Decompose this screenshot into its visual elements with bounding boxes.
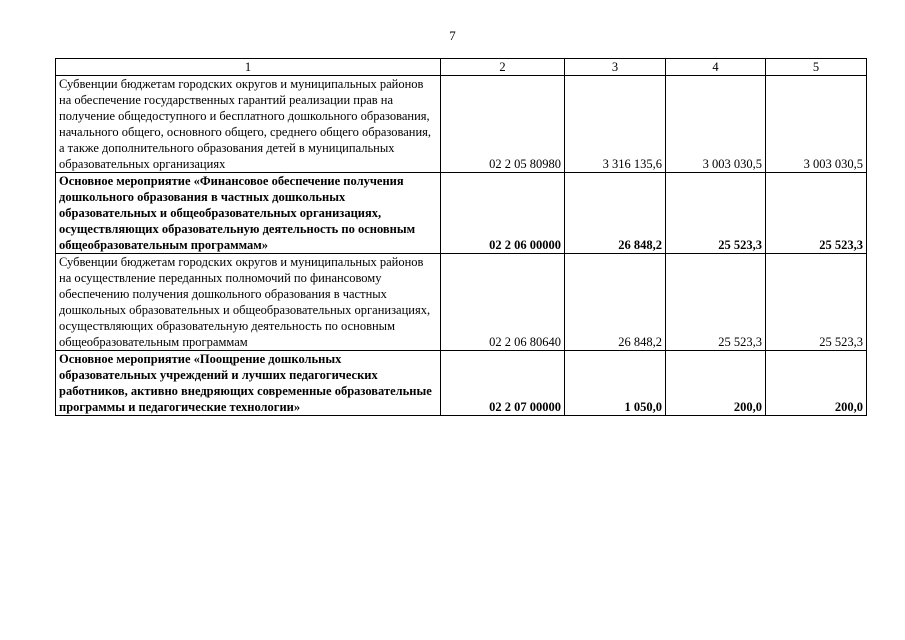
row-value-col3: 1 050,0 (565, 351, 666, 416)
page-number: 7 (449, 28, 456, 43)
table-row (56, 351, 867, 416)
column-header-2: 2 (441, 59, 565, 76)
row-value-col4: 200,0 (666, 351, 766, 416)
row-code: 02 2 07 00000 (441, 351, 565, 416)
row-value-col4: 25 523,3 (666, 173, 766, 254)
row-name: Основное мероприятие «Поощрение дошкольных образовательных учреждений и лучших педагогических работников, активно внедряющих современные образовательные программы и педагогические технологии» (56, 351, 441, 416)
row-name: Субвенции бюджетам городских округов и муниципальных районов на осуществление переданных полномочий по финансовому обеспечению получения дошкольного образования в частных дошкольных образовательных и общеобразовательных организациях, осуществляющих образовательную деятельность по основным общеобразовательным программам (56, 254, 441, 351)
row-value-col3: 3 316 135,6 (565, 76, 666, 173)
row-name: Основное мероприятие «Финансовое обеспечение получения дошкольного образования в частных дошкольных образовательных и общеобразовательных организациях, осуществляющих образовательную деятельность по основным общеобразовательным программам» (56, 173, 441, 254)
column-header-1: 1 (56, 59, 441, 76)
table-header-row (56, 59, 867, 76)
row-value-col5: 200,0 (766, 351, 867, 416)
budget-table (55, 58, 867, 416)
row-value-col5: 3 003 030,5 (766, 76, 867, 173)
row-value-col5: 25 523,3 (766, 254, 867, 351)
column-header-5: 5 (766, 59, 867, 76)
row-value-col3: 26 848,2 (565, 173, 666, 254)
row-value-col3: 26 848,2 (565, 254, 666, 351)
table-row (56, 173, 867, 254)
row-code: 02 2 06 00000 (441, 173, 565, 254)
column-header-4: 4 (666, 59, 766, 76)
row-value-col5: 25 523,3 (766, 173, 867, 254)
row-value-col4: 25 523,3 (666, 254, 766, 351)
row-value-col4: 3 003 030,5 (666, 76, 766, 173)
table-row (56, 76, 867, 173)
row-code: 02 2 05 80980 (441, 76, 565, 173)
row-code: 02 2 06 80640 (441, 254, 565, 351)
table-row (56, 254, 867, 351)
column-header-3: 3 (565, 59, 666, 76)
row-name: Субвенции бюджетам городских округов и муниципальных районов на обеспечение государственных гарантий реализации прав на получение общедоступного и бесплатного дошкольного образования, начального общего, основного общего, среднего общего образования, а также дополнительного образования детей в муниципальных образовательных организациях (56, 76, 441, 173)
